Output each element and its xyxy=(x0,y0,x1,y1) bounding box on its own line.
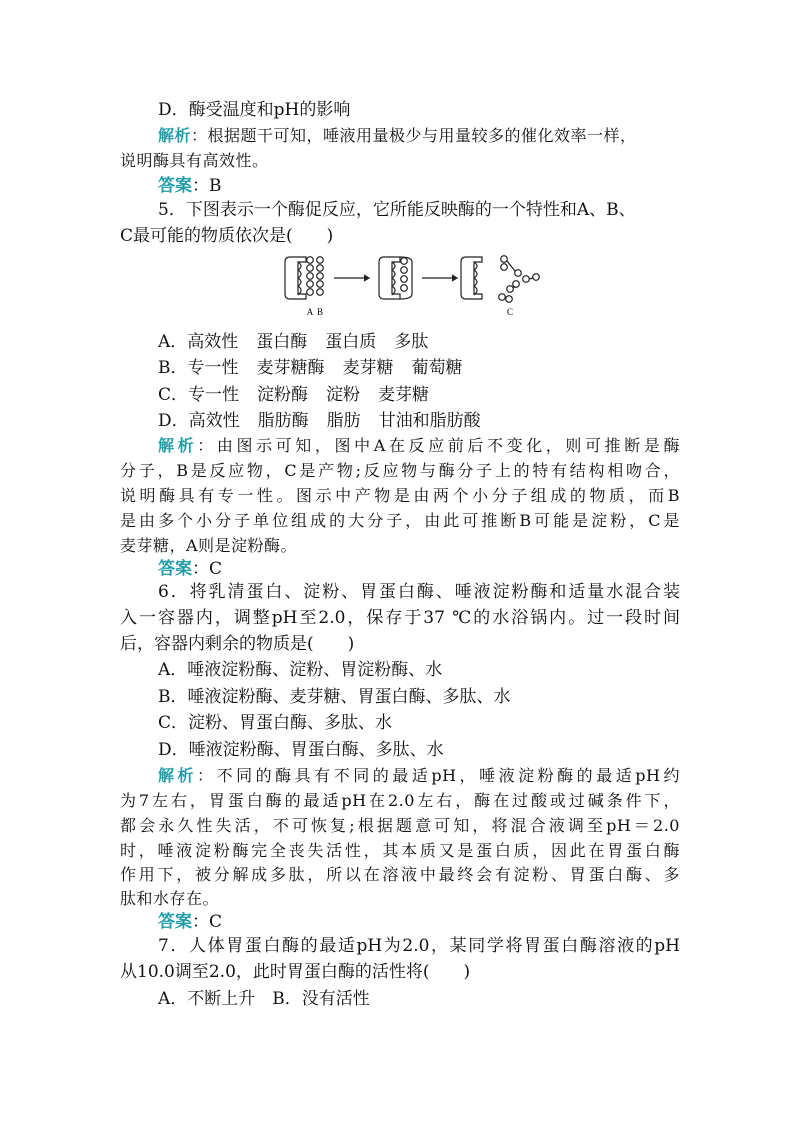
option-product: 麦芽糖 xyxy=(378,385,430,405)
q6-stem-line: 后，容器内剩余的物质是( ) xyxy=(120,634,355,654)
figure-label-a: A xyxy=(306,307,314,317)
enzyme-reaction-diagram xyxy=(280,253,550,321)
q6-option-b: B．唾液淀粉酶、麦芽糖、胃蛋白酶、多肽、水 xyxy=(158,687,511,707)
q4-explanation-line xyxy=(158,124,680,148)
q6-explanation-line: 为7左右，胃蛋白酶的最适pH在2.0左右，酶在过酸或过碱条件下， xyxy=(120,791,680,810)
answer-label: 答案 xyxy=(158,912,192,932)
option-enzyme: 淀粉酶 xyxy=(257,385,309,405)
option-product: 多肽 xyxy=(394,332,429,352)
q5-explanation-line: 分子，B是反应物，C是产物;反应物与酶分子上的特有结构相吻合， xyxy=(120,461,680,480)
option-trait: D．高效性 xyxy=(158,411,240,431)
q6-explanation-line: 时，唾液淀粉酶完全丧失活性，其本质又是蛋白质，因此在胃蛋白酶 xyxy=(120,841,680,860)
option-trait: C．专一性 xyxy=(158,385,240,405)
q4-answer xyxy=(158,174,680,198)
explanation-text: ：不同的酶具有不同的最适pH，唾液淀粉酶的最适pH约 xyxy=(197,766,680,785)
option-substrate: 麦芽糖 xyxy=(342,358,394,378)
option-product: 甘油和脂肪酸 xyxy=(378,411,481,431)
option-trait: B．专一性 xyxy=(158,358,239,378)
q6-stem-line: 入一容器内，调整pH至2.0，保存于37 ℃的水浴锅内。过一段时间 xyxy=(120,608,680,628)
answer-text: ：C xyxy=(192,559,223,579)
q5-option-d xyxy=(158,409,680,433)
q5-explanation-line xyxy=(158,434,680,458)
q5-answer xyxy=(158,557,680,581)
figure-label-b: B xyxy=(316,307,324,317)
figure-label-c: C xyxy=(506,307,514,317)
option-substrate: 脂肪 xyxy=(326,411,361,431)
enzyme-substrate-complex xyxy=(379,257,400,299)
option-product: 葡萄糖 xyxy=(411,358,463,378)
q6-option-a: A．唾液淀粉酶、淀粉、胃淀粉酶、水 xyxy=(158,660,443,680)
q4-explanation-line: 说明酶具有高效性。 xyxy=(120,151,269,170)
explanation-label: 解析 xyxy=(158,126,192,145)
q6-explanation-line xyxy=(158,764,680,788)
q5-stem-line: 5．下图表示一个酶促反应，它所能反映酶的一个特性和A、B、 xyxy=(158,200,636,220)
product-c-pieces xyxy=(501,256,508,263)
option-substrate: 蛋白质 xyxy=(325,332,377,352)
q5-option-c xyxy=(158,383,680,407)
enzyme-a-unchanged xyxy=(461,257,482,299)
answer-text: ：C xyxy=(192,912,223,932)
answer-label: 答案 xyxy=(158,559,192,579)
explanation-label: 解析 xyxy=(158,436,198,455)
q7-stem-line: 7．人体胃蛋白酶的最适pH为2.0，某同学将胃蛋白酶溶液的pH xyxy=(158,936,680,956)
q6-option-d: D．唾液淀粉酶、胃蛋白酶、多肽、水 xyxy=(158,740,444,760)
q6-explanation-line: 作用下，被分解成多肽，所以在溶液中最终会有淀粉、胃蛋白酶、多 xyxy=(120,865,680,884)
q7-options: A．不断上升 B．没有活性 xyxy=(158,989,370,1009)
answer-text: ：B xyxy=(192,176,222,196)
q5-stem-line: C最可能的物质依次是( ) xyxy=(120,226,334,246)
q5-explanation-line: 是由多个小分子单位组成的大分子，由此可推断B可能是淀粉，C是 xyxy=(120,511,680,530)
explanation-label: 解析 xyxy=(158,766,198,785)
q4-option-d: D．酶受温度和pH的影响 xyxy=(158,100,351,120)
q5-explanation-line: 说明酶具有专一性。图示中产物是由两个小分子组成的物质，而B xyxy=(120,486,680,505)
explanation-text: ：由图示可知，图中A在反应前后不变化，则可推断是酶 xyxy=(197,436,680,455)
q6-stem-line: 6．将乳清蛋白、淀粉、胃蛋白酶、唾液淀粉酶和适量水混合装 xyxy=(158,582,680,602)
option-enzyme: 麦芽糖酶 xyxy=(256,358,325,378)
q6-answer xyxy=(158,910,680,934)
enzyme-a-shape xyxy=(285,257,306,299)
q5-explanation-line: 麦芽糖，A则是淀粉酶。 xyxy=(120,536,298,555)
option-substrate: 淀粉 xyxy=(326,385,361,405)
option-trait: A．高效性 xyxy=(158,332,239,352)
q5-option-b xyxy=(158,356,680,380)
option-enzyme: 蛋白酶 xyxy=(256,332,308,352)
answer-label: 答案 xyxy=(158,176,192,196)
q5-option-a xyxy=(158,330,680,354)
q6-explanation-line: 肽和水存在。 xyxy=(120,889,220,908)
substrate-b-chain xyxy=(307,257,314,264)
q6-option-c: C．淀粉、胃蛋白酶、多肽、水 xyxy=(158,713,393,733)
explanation-text: ：根据题干可知，唾液用量极少与用量较多的催化效率一样， xyxy=(191,126,637,145)
q7-stem-line: 从10.0调至2.0，此时胃蛋白酶的活性将( ) xyxy=(120,962,471,982)
option-enzyme: 脂肪酶 xyxy=(257,411,309,431)
q6-explanation-line: 都会永久性失活，不可恢复;根据题意可知，将混合液调至pH＝2.0 xyxy=(120,816,680,835)
